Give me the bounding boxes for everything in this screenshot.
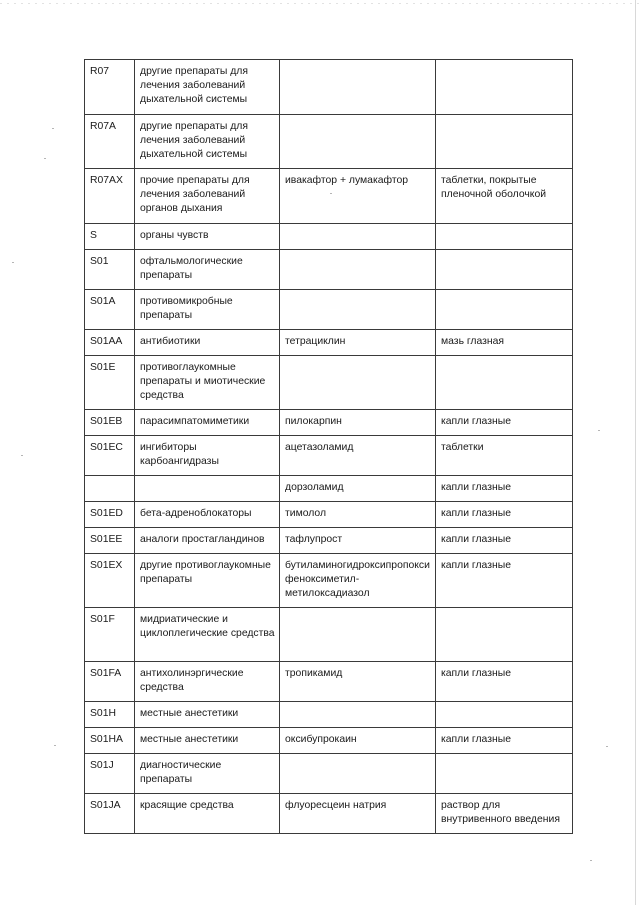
group-name-cell: красящие средства bbox=[135, 794, 280, 834]
group-name-cell: другие препараты для лечения заболеваний дыхательной системы bbox=[135, 115, 280, 169]
drug-name-cell bbox=[280, 702, 436, 728]
dosage-form-cell bbox=[436, 356, 573, 410]
atc-code-cell: S01EB bbox=[85, 410, 135, 436]
page-right-edge bbox=[635, 0, 636, 905]
atc-code-cell: S01AA bbox=[85, 330, 135, 356]
atc-code-cell: S01E bbox=[85, 356, 135, 410]
group-name-cell: ингибиторы карбоангидразы bbox=[135, 436, 280, 476]
dosage-form-cell: капли глазные bbox=[436, 728, 573, 754]
atc-code-cell: S01 bbox=[85, 250, 135, 290]
dosage-form-cell: раствор для внутривенного введения bbox=[436, 794, 573, 834]
group-name-cell: противоглаукомные препараты и миотические средства bbox=[135, 356, 280, 410]
atc-code-cell: S01A bbox=[85, 290, 135, 330]
dosage-form-cell bbox=[436, 115, 573, 169]
dosage-form-cell: капли глазные bbox=[436, 476, 573, 502]
drug-name-cell: дорзоламид bbox=[280, 476, 436, 502]
group-name-cell: аналоги простагландинов bbox=[135, 528, 280, 554]
table-row bbox=[85, 728, 573, 754]
group-name-cell: антихолинэргические средства bbox=[135, 662, 280, 702]
drug-name-cell: оксибупрокаин bbox=[280, 728, 436, 754]
table-row bbox=[85, 356, 573, 410]
atc-code-cell: S01F bbox=[85, 608, 135, 662]
drug-name-cell bbox=[280, 60, 436, 115]
group-name-cell: антибиотики bbox=[135, 330, 280, 356]
dosage-form-cell: капли глазные bbox=[436, 410, 573, 436]
drug-name-cell bbox=[280, 356, 436, 410]
table-row bbox=[85, 410, 573, 436]
group-name-cell: парасимпатомиметики bbox=[135, 410, 280, 436]
group-name-cell: мидриатические и циклоплегические средства bbox=[135, 608, 280, 662]
atc-code-cell: S01EC bbox=[85, 436, 135, 476]
group-name-cell: другие противоглаукомные препараты bbox=[135, 554, 280, 608]
drug-name-cell: тафлупрост bbox=[280, 528, 436, 554]
table-row bbox=[85, 476, 573, 502]
atc-code-cell: S01H bbox=[85, 702, 135, 728]
atc-code-cell: S01ED bbox=[85, 502, 135, 528]
table-row bbox=[85, 754, 573, 794]
dosage-form-cell bbox=[436, 250, 573, 290]
group-name-cell: прочие препараты для лечения заболеваний органов дыхания bbox=[135, 169, 280, 224]
table-row bbox=[85, 662, 573, 702]
table-row bbox=[85, 330, 573, 356]
dosage-form-cell: капли глазные bbox=[436, 528, 573, 554]
drug-name-cell: ивакафтор + лумакафтор bbox=[280, 169, 436, 224]
group-name-cell: органы чувств bbox=[135, 224, 280, 250]
drug-name-cell bbox=[280, 224, 436, 250]
drug-name-cell bbox=[280, 754, 436, 794]
drug-name-cell: ацетазоламид bbox=[280, 436, 436, 476]
group-name-cell: местные анестетики bbox=[135, 702, 280, 728]
dosage-form-cell: мазь глазная bbox=[436, 330, 573, 356]
drug-name-cell: бутиламиногидроксипропоксифеноксиметил-метилоксадиазол bbox=[280, 554, 436, 608]
group-name-cell: противомикробные препараты bbox=[135, 290, 280, 330]
atc-code-cell: S01FA bbox=[85, 662, 135, 702]
table-row bbox=[85, 436, 573, 476]
atc-code-cell: R07 bbox=[85, 60, 135, 115]
table-row bbox=[85, 250, 573, 290]
group-name-cell: офтальмологические препараты bbox=[135, 250, 280, 290]
dosage-form-cell bbox=[436, 608, 573, 662]
drug-name-cell: тимолол bbox=[280, 502, 436, 528]
drug-name-cell bbox=[280, 608, 436, 662]
page-top-edge bbox=[0, 3, 640, 4]
scan-speck bbox=[12, 262, 14, 263]
dosage-form-cell bbox=[436, 60, 573, 115]
scan-speck bbox=[21, 455, 23, 456]
atc-code-cell: S01EE bbox=[85, 528, 135, 554]
dosage-form-cell bbox=[436, 702, 573, 728]
group-name-cell bbox=[135, 476, 280, 502]
table-row bbox=[85, 224, 573, 250]
dosage-form-cell bbox=[436, 290, 573, 330]
scan-speck bbox=[606, 746, 608, 747]
scan-speck bbox=[590, 860, 592, 861]
dosage-form-cell: капли глазные bbox=[436, 662, 573, 702]
table-row bbox=[85, 702, 573, 728]
atc-code-cell: S01EX bbox=[85, 554, 135, 608]
atc-code-cell: S01HA bbox=[85, 728, 135, 754]
dosage-form-cell: капли глазные bbox=[436, 554, 573, 608]
table-row bbox=[85, 608, 573, 662]
atc-code-cell: S bbox=[85, 224, 135, 250]
drug-name-cell: флуоресцеин натрия bbox=[280, 794, 436, 834]
drug-name-cell: тетрациклин bbox=[280, 330, 436, 356]
table-row bbox=[85, 169, 573, 224]
dosage-form-cell: таблетки bbox=[436, 436, 573, 476]
group-name-cell: другие препараты для лечения заболеваний дыхательной системы bbox=[135, 60, 280, 115]
table-row bbox=[85, 290, 573, 330]
table-row bbox=[85, 115, 573, 169]
drug-name-cell bbox=[280, 115, 436, 169]
group-name-cell: местные анестетики bbox=[135, 728, 280, 754]
scan-speck bbox=[330, 193, 332, 194]
dosage-form-cell: капли глазные bbox=[436, 502, 573, 528]
dosage-form-cell bbox=[436, 754, 573, 794]
drug-name-cell: пилокарпин bbox=[280, 410, 436, 436]
atc-code-cell: S01JA bbox=[85, 794, 135, 834]
table-row bbox=[85, 554, 573, 608]
table-row bbox=[85, 60, 573, 115]
group-name-cell: бета-адреноблокаторы bbox=[135, 502, 280, 528]
table-row bbox=[85, 528, 573, 554]
table-row bbox=[85, 502, 573, 528]
atc-code-cell: R07AX bbox=[85, 169, 135, 224]
dosage-form-cell: таблетки, покрытые пленочной оболочкой bbox=[436, 169, 573, 224]
scan-speck bbox=[44, 158, 46, 159]
scan-speck bbox=[54, 745, 56, 746]
dosage-form-cell bbox=[436, 224, 573, 250]
group-name-cell: диагностические препараты bbox=[135, 754, 280, 794]
drug-name-cell bbox=[280, 290, 436, 330]
table-row bbox=[85, 794, 573, 834]
scan-speck bbox=[52, 128, 54, 129]
atc-code-cell: S01J bbox=[85, 754, 135, 794]
drug-name-cell: тропикамид bbox=[280, 662, 436, 702]
atc-code-cell: R07A bbox=[85, 115, 135, 169]
drug-classification-table bbox=[84, 59, 573, 834]
scan-speck bbox=[598, 430, 600, 431]
drug-name-cell bbox=[280, 250, 436, 290]
atc-code-cell bbox=[85, 476, 135, 502]
